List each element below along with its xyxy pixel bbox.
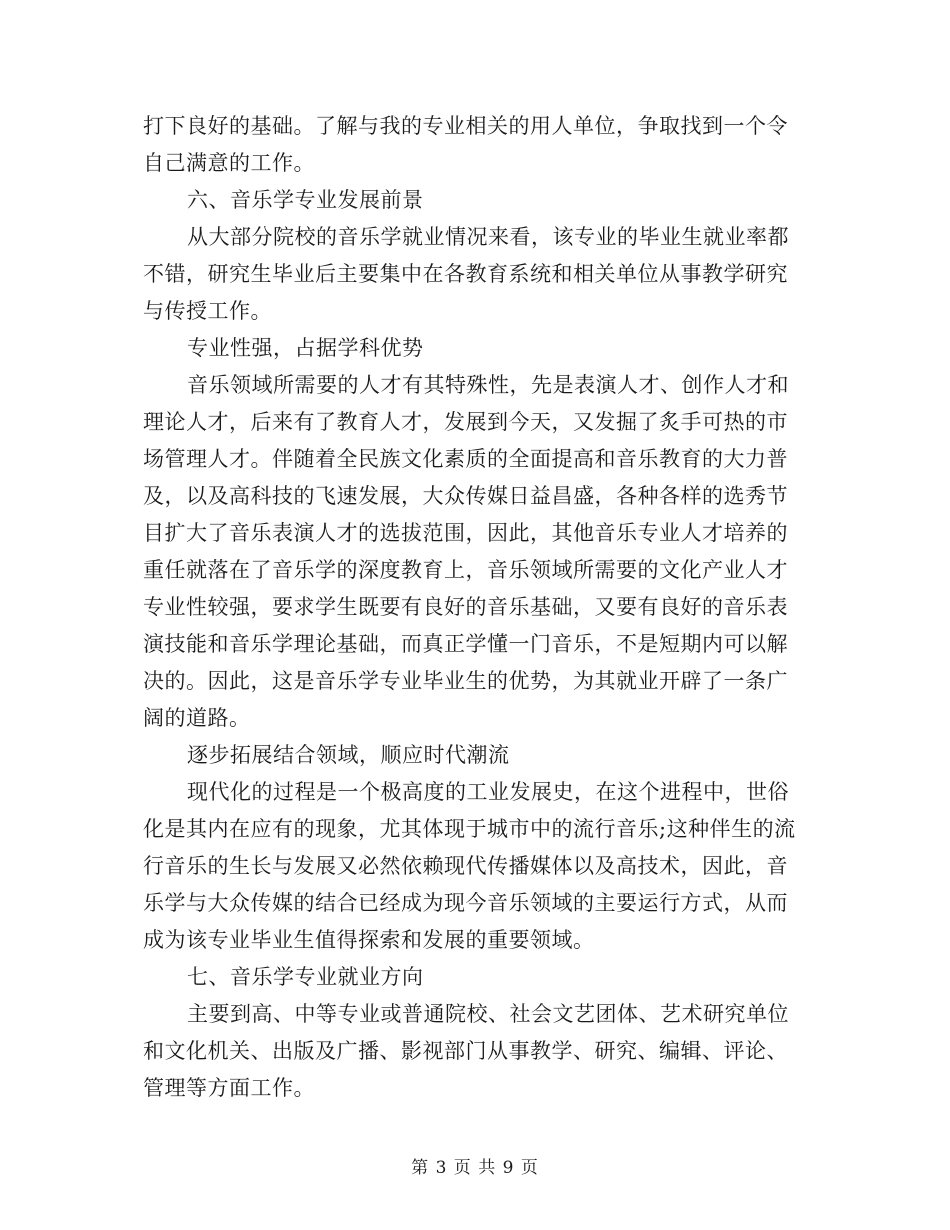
text-line: 理论人才，后来有了教育人才，发展到今天，又发掘了炙手可热的市 [143, 410, 788, 434]
text-line: 及，以及高科技的飞速发展，大众传媒日益昌盛，各种各样的选秀节 [143, 484, 788, 508]
text-line: 和文化机关、出版及广播、影视部门从事教学、研究、编辑、评论、 [143, 1039, 788, 1063]
text-line: 目扩大了音乐表演人才的选拔范围，因此，其他音乐专业人才培养的 [143, 521, 788, 545]
text-line: 与传授工作。 [143, 299, 272, 323]
text-line: 场管理人才。伴随着全民族文化素质的全面提高和音乐教育的大力普 [143, 447, 788, 471]
subsection-heading: 逐步拓展结合领域，顺应时代潮流 [187, 743, 510, 767]
subsection-heading: 专业性强，占据学科优势 [187, 336, 424, 360]
text-line: 阔的道路。 [143, 706, 251, 730]
text-line: 成为该专业毕业生值得探索和发展的重要领域。 [143, 928, 595, 952]
text-line: 音乐领域所需要的人才有其特殊性，先是表演人才、创作人才和 [187, 373, 789, 397]
text-line: 从大部分院校的音乐学就业情况来看，该专业的毕业生就业率都 [187, 225, 789, 249]
text-line: 演技能和音乐学理论基础，而真正学懂一门音乐，不是短期内可以解 [143, 632, 788, 656]
text-line: 不错，研究生毕业后主要集中在各教育系统和相关单位从事教学研究 [143, 262, 788, 286]
text-line: 主要到高、中等专业或普通院校、社会文艺团体、艺术研究单位 [187, 1002, 789, 1026]
text-line: 行音乐的生长与发展又必然依赖现代传播媒体以及高技术，因此，音 [143, 854, 788, 878]
document-body [143, 108, 803, 1107]
section-heading: 七、音乐学专业就业方向 [187, 965, 424, 989]
text-line: 专业性较强，要求学生既要有良好的音乐基础，又要有良好的音乐表 [143, 595, 788, 619]
text-line: 重任就落在了音乐学的深度教育上，音乐领域所需要的文化产业人才 [143, 558, 788, 582]
section-heading: 六、音乐学专业发展前景 [187, 188, 424, 212]
text-line: 自己满意的工作。 [143, 151, 315, 175]
page-number-footer: 第 3 页 共 9 页 [411, 1158, 539, 1178]
text-line: 乐学与大众传媒的结合已经成为现今音乐领域的主要运行方式，从而 [143, 891, 788, 915]
text-line: 决的。因此，这是音乐学专业毕业生的优势，为其就业开辟了一条广 [143, 669, 788, 693]
text-line: 管理等方面工作。 [143, 1076, 315, 1100]
text-line: 打下良好的基础。了解与我的专业相关的用人单位，争取找到一个令 [143, 114, 788, 138]
text-line: 化是其内在应有的现象，尤其体现于城市中的流行音乐;这种伴生的流 [143, 817, 796, 841]
text-line: 现代化的过程是一个极高度的工业发展史，在这个进程中，世俗 [187, 780, 789, 804]
